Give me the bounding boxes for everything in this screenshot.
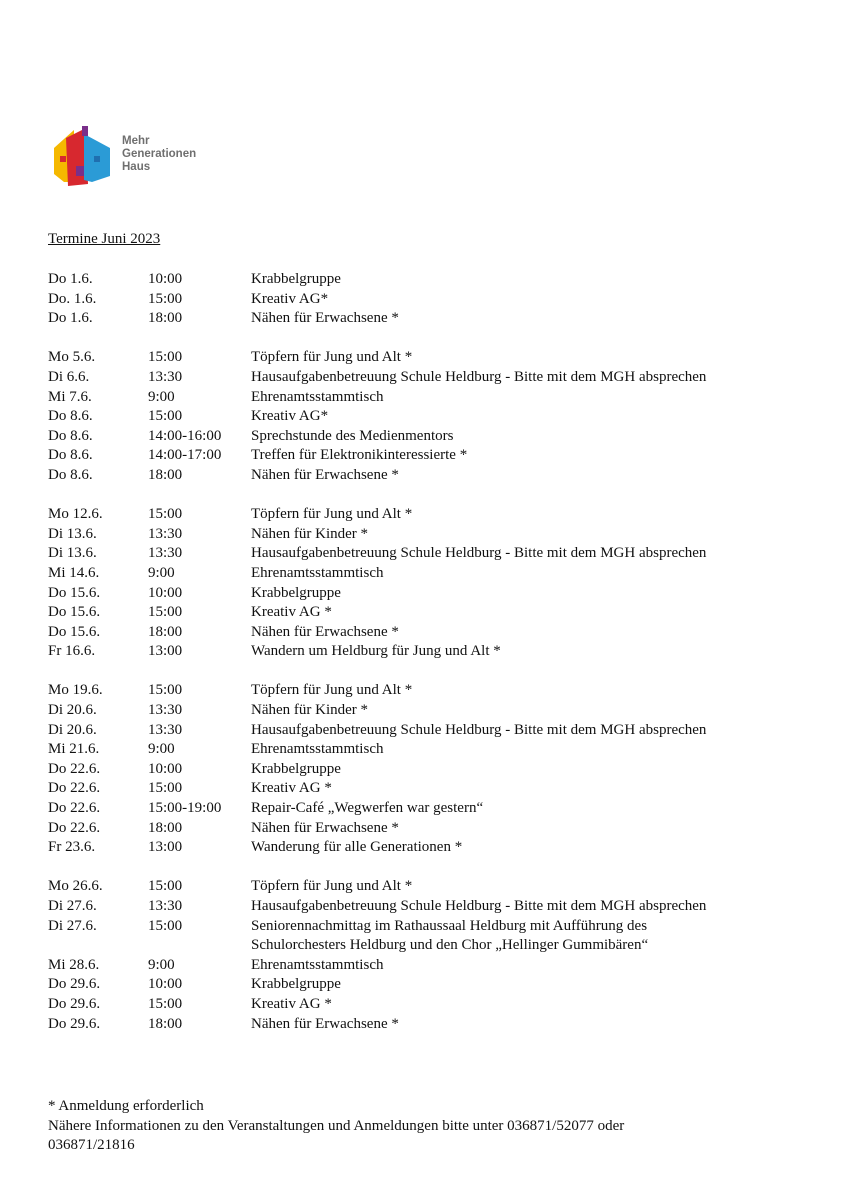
- event-time: 13:00: [148, 643, 183, 660]
- event-title: Töpfern für Jung und Alt *: [251, 878, 413, 895]
- mgh-logo: [52, 126, 222, 188]
- schedule-row: [48, 838, 828, 858]
- event-title: Hausaufgabenbetreuung Schule Heldburg - Bitte mit dem MGH absprechen: [251, 368, 707, 385]
- schedule-row: [48, 309, 828, 329]
- event-time: 15:00: [148, 917, 183, 934]
- event-title: Ehrenamtsstammtisch: [251, 388, 384, 405]
- event-day: Do 15.6.: [48, 584, 101, 601]
- contact-info-line-1: Nähere Informationen zu den Veranstaltungen und Anmeldungen bitte unter 036871/52077 oder: [48, 1117, 625, 1134]
- event-day: Mo 26.6.: [48, 878, 103, 895]
- event-title: Nähen für Erwachsene *: [251, 1015, 399, 1032]
- schedule-row: [48, 466, 828, 486]
- event-day: Di 20.6.: [48, 721, 97, 738]
- schedule-row: [48, 917, 828, 956]
- logo-line-1: Mehr: [122, 135, 150, 147]
- schedule-row: [48, 407, 828, 427]
- logo-wordmark: [122, 135, 196, 174]
- event-time: 10:00: [148, 760, 183, 777]
- event-title: Repair-Café „Wegwerfen war gestern“: [251, 800, 484, 817]
- event-day: Do 22.6.: [48, 819, 101, 836]
- event-title: Nähen für Erwachsene *: [251, 623, 399, 640]
- schedule-row: [48, 544, 828, 564]
- event-title: Ehrenamtsstammtisch: [251, 741, 384, 758]
- contact-info-line-2: 036871/21816: [48, 1137, 135, 1154]
- event-day: Mi 21.6.: [48, 741, 100, 758]
- schedule-row: [48, 348, 828, 368]
- event-time: 14:00-17:00: [148, 447, 222, 464]
- event-time: 9:00: [148, 564, 175, 581]
- event-time: 9:00: [148, 741, 175, 758]
- event-day: Mi 14.6.: [48, 564, 100, 581]
- event-title: Wandern um Heldburg für Jung und Alt *: [251, 643, 501, 660]
- event-time: 18:00: [148, 310, 183, 327]
- event-title: Nähen für Erwachsene *: [251, 466, 399, 483]
- event-time: 13:30: [148, 721, 183, 738]
- event-day: Do 8.6.: [48, 466, 93, 483]
- event-day: Mo 19.6.: [48, 682, 103, 699]
- event-time: 10:00: [148, 976, 183, 993]
- event-time: 10:00: [148, 584, 183, 601]
- schedule-group: [48, 348, 828, 485]
- event-day: Fr 16.6.: [48, 643, 96, 660]
- schedule-row: [48, 995, 828, 1015]
- event-time: 15:00: [148, 349, 183, 366]
- event-time: 15:00: [148, 290, 183, 307]
- schedule-row: [48, 525, 828, 545]
- event-title: Krabbelgruppe: [251, 976, 341, 993]
- schedule-row: [48, 368, 828, 388]
- event-day: Di 27.6.: [48, 898, 97, 914]
- event-time: 15:00-19:00: [148, 800, 222, 817]
- event-title: Nähen für Kinder *: [251, 702, 369, 719]
- schedule-list: [48, 270, 828, 1054]
- event-time: 13:00: [148, 839, 183, 856]
- event-title: Ehrenamtsstammtisch: [251, 564, 384, 581]
- event-title: Kreativ AG *: [251, 995, 332, 1012]
- schedule-group: [48, 681, 828, 857]
- event-time: 9:00: [148, 388, 175, 405]
- schedule-row: [48, 564, 828, 584]
- event-day: Do. 1.6.: [48, 290, 97, 307]
- event-title: Kreativ AG *: [251, 604, 332, 621]
- event-day: Do 22.6.: [48, 800, 101, 817]
- event-day: Di 27.6.: [48, 917, 97, 934]
- event-day: Do 22.6.: [48, 760, 101, 777]
- event-day: Do 29.6.: [48, 995, 101, 1012]
- schedule-row: [48, 270, 828, 290]
- event-time: 14:00-16:00: [148, 427, 222, 444]
- event-day: Do 15.6.: [48, 623, 101, 640]
- page-title: Termine Juni 2023: [48, 231, 161, 247]
- event-day: Do 29.6.: [48, 976, 101, 993]
- event-day: Do 29.6.: [48, 1015, 101, 1032]
- event-title: Hausaufgabenbetreuung Schule Heldburg - Bitte mit dem MGH absprechen: [251, 545, 707, 562]
- event-title: Wanderung für alle Generationen *: [251, 839, 463, 856]
- schedule-row: [48, 642, 828, 662]
- event-title: Nähen für Kinder *: [251, 525, 369, 542]
- event-time: 13:30: [148, 545, 183, 562]
- schedule-row: [48, 897, 828, 917]
- schedule-row: [48, 779, 828, 799]
- event-day: Do 1.6.: [48, 271, 93, 287]
- event-title: Kreativ AG*: [251, 408, 329, 425]
- event-day: Do 8.6.: [48, 447, 93, 464]
- event-title: Hausaufgabenbetreuung Schule Heldburg - Bitte mit dem MGH absprechen: [251, 898, 707, 914]
- event-day: Fr 23.6.: [48, 839, 96, 856]
- event-title: Hausaufgabenbetreuung Schule Heldburg - Bitte mit dem MGH absprechen: [251, 721, 707, 738]
- event-title: Kreativ AG*: [251, 290, 329, 307]
- footer: [48, 1097, 808, 1156]
- schedule-row: [48, 446, 828, 466]
- event-title: Treffen für Elektronikinteressierte *: [251, 447, 468, 464]
- schedule-row: [48, 681, 828, 701]
- event-time: 13:30: [148, 368, 183, 385]
- house-logo-icon: [52, 126, 116, 188]
- event-time: 13:30: [148, 898, 183, 914]
- schedule-group: [48, 505, 828, 662]
- schedule-row: [48, 956, 828, 976]
- event-day: Mo 5.6.: [48, 349, 96, 366]
- schedule-row: [48, 877, 828, 897]
- event-day: Di 6.6.: [48, 368, 90, 385]
- registration-note: * Anmeldung erforderlich: [48, 1098, 204, 1114]
- schedule-row: [48, 760, 828, 780]
- schedule-row: [48, 975, 828, 995]
- event-time: 15:00: [148, 878, 183, 895]
- schedule-row: [48, 505, 828, 525]
- event-day: Mi 7.6.: [48, 388, 92, 405]
- event-day: Do 22.6.: [48, 780, 101, 797]
- event-title: Kreativ AG *: [251, 780, 332, 797]
- event-time: 15:00: [148, 506, 183, 523]
- event-day: Mo 12.6.: [48, 506, 103, 523]
- event-day: Do 1.6.: [48, 310, 93, 327]
- event-day: Do 8.6.: [48, 427, 93, 444]
- event-title: Töpfern für Jung und Alt *: [251, 682, 413, 699]
- event-day: Do 15.6.: [48, 604, 101, 621]
- event-title: Seniorennachmittag im Rathaussaal Heldburg mit Aufführung des: [251, 917, 648, 934]
- event-time: 15:00: [148, 780, 183, 797]
- event-day: Di 13.6.: [48, 545, 97, 562]
- event-title: Töpfern für Jung und Alt *: [251, 506, 413, 523]
- event-time: 9:00: [148, 956, 175, 973]
- event-time: 10:00: [148, 271, 183, 287]
- event-title: Sprechstunde des Medienmentors: [251, 427, 454, 444]
- schedule-row: [48, 701, 828, 721]
- schedule-group: [48, 270, 828, 329]
- event-time: 15:00: [148, 408, 183, 425]
- event-title: Krabbelgruppe: [251, 271, 341, 287]
- event-time: 13:30: [148, 525, 183, 542]
- schedule-row: [48, 584, 828, 604]
- event-time: 15:00: [148, 995, 183, 1012]
- event-title-continuation: Schulorchesters Heldburg und den Chor „Hellinger Gummibären“: [251, 937, 649, 954]
- event-time: 18:00: [148, 623, 183, 640]
- event-time: 15:00: [148, 682, 183, 699]
- event-title: Nähen für Erwachsene *: [251, 819, 399, 836]
- schedule-row: [48, 427, 828, 447]
- event-title: Ehrenamtsstammtisch: [251, 956, 384, 973]
- schedule-row: [48, 740, 828, 760]
- event-day: Mi 28.6.: [48, 956, 100, 973]
- event-time: 15:00: [148, 604, 183, 621]
- event-day: Di 13.6.: [48, 525, 97, 542]
- logo-line-3: Haus: [122, 161, 151, 173]
- schedule-row: [48, 799, 828, 819]
- event-time: 18:00: [148, 1015, 183, 1032]
- schedule-row: [48, 721, 828, 741]
- schedule-row: [48, 1015, 828, 1035]
- schedule-row: [48, 388, 828, 408]
- event-time: 18:00: [148, 466, 183, 483]
- event-title: Nähen für Erwachsene *: [251, 310, 399, 327]
- schedule-row: [48, 290, 828, 310]
- event-time: 18:00: [148, 819, 183, 836]
- schedule-row: [48, 623, 828, 643]
- schedule-group: [48, 877, 828, 1034]
- event-title: Krabbelgruppe: [251, 584, 341, 601]
- event-time: 13:30: [148, 702, 183, 719]
- event-day: Di 20.6.: [48, 702, 97, 719]
- logo-line-2: Generationen: [122, 148, 197, 160]
- event-day: Do 8.6.: [48, 408, 93, 425]
- schedule-row: [48, 603, 828, 623]
- schedule-row: [48, 819, 828, 839]
- event-title: Krabbelgruppe: [251, 760, 341, 777]
- event-title: Töpfern für Jung und Alt *: [251, 349, 413, 366]
